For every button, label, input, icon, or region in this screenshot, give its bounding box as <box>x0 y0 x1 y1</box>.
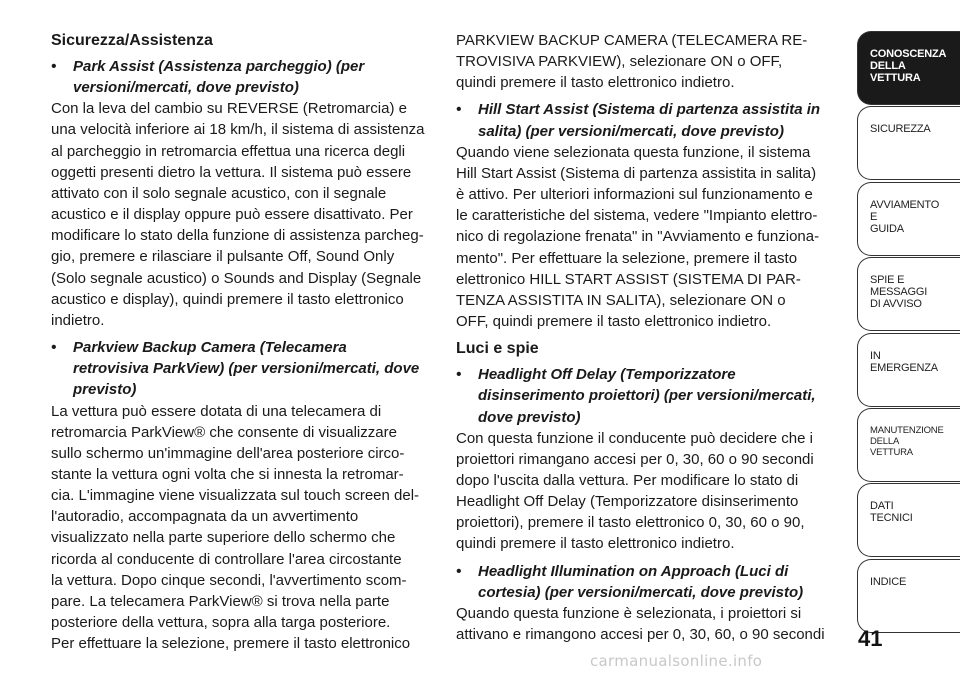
tab-label: INDICE <box>870 575 907 588</box>
tab-label: AVVIAMENTO E GUIDA <box>870 198 940 235</box>
text-line: al parcheggio in retromarcia effettua una ricerca degli <box>51 142 406 160</box>
park-assist-body <box>51 98 437 331</box>
text-line: le caratteristiche del sistema, vedere "Impianto elettro- <box>456 207 818 225</box>
headlight-approach-title-line2: cortesia) (per versioni/mercati, dove previsto) <box>478 583 804 601</box>
tab-dati-tecnici[interactable] <box>857 483 960 557</box>
text-line: acustico e il display oppure può essere disattivato. Per <box>51 206 413 224</box>
headlight-off-delay-body <box>456 428 842 555</box>
text-line: cia. L'immagine viene visualizzata sul touch screen del- <box>51 487 420 505</box>
text-line: retromarcia ParkView® che consente di visualizzare <box>51 423 397 441</box>
hill-start-title <box>456 99 842 141</box>
text-line: è attivo. Per ulteriori informazioni sul funzionamento e <box>456 186 813 204</box>
text-line: attivato con il solo segnale acustico, con il segnale <box>51 184 387 202</box>
headlight-approach-title <box>456 561 842 603</box>
text-line: oggetti presenti dietro la vettura. Il sistema può essere <box>51 163 412 181</box>
text-line: elettronico HILL START ASSIST (SISTEMA DI PAR- <box>456 270 801 288</box>
text-line: proiettori), premere il tasto elettronico 0, 30, 60 o 90, <box>456 514 805 532</box>
text-line: dopo l'uscita dalla vettura. Per modificare lo stato di <box>456 471 799 489</box>
text-line: TENZA ASSISTITA IN SALITA), selezionare ON o <box>456 291 786 309</box>
text-line: stante la vettura ogni volta che si innesta la retromar- <box>51 465 404 483</box>
bullet: • <box>51 58 57 75</box>
left-column <box>51 30 437 660</box>
tab-label: IN EMERGENZA <box>870 349 938 374</box>
text-line: Headlight Off Delay (Temporizzatore disinserimento <box>456 493 799 511</box>
text-line: Hill Start Assist (Sistema di partenza assistita in salita) <box>456 164 817 182</box>
parkview-title-line3: previsto) <box>73 381 137 399</box>
headlight-off-title-line2: disinserimento proiettori) (per versioni/mercati, <box>478 387 816 405</box>
tab-label: SPIE E MESSAGGI DI AVVISO <box>870 274 928 311</box>
headlight-off-title-line1: Headlight Off Delay (Temporizzatore <box>478 366 736 384</box>
park-assist-title-line1: Park Assist (Assistenza parcheggio) (per <box>73 58 365 75</box>
hill-start-title-line2: salita) (per versioni/mercati, dove previsto) <box>478 122 784 140</box>
hill-start-title-line1: Hill Start Assist (Sistema di partenza assistita in <box>478 101 821 119</box>
text-line: quindi premere il tasto elettronico indietro. <box>456 74 735 92</box>
parkview-title-line1: Parkview Backup Camera (Telecamera <box>73 339 347 357</box>
parkview-title-line2: retrovisiva ParkView) (per versioni/mercati, dove <box>73 360 420 378</box>
text-line: ricorda al conducente di controllare l'area circostante <box>51 550 402 568</box>
text-line: (Solo segnale acustico) o Sounds and Display (Segnale <box>51 269 422 287</box>
bullet: • <box>456 562 462 580</box>
text-line: Quando viene selezionata questa funzione, il sistema <box>456 143 811 161</box>
text-line: Con la leva del cambio su REVERSE (Retromarcia) e <box>51 100 407 118</box>
text-line: attivano e rimangono accesi per 0, 30, 60, o 90 secondi <box>456 626 825 644</box>
text-line: Quando questa funzione è selezionata, i proiettori si <box>456 604 802 622</box>
headlight-off-delay-title <box>456 364 842 427</box>
text-line: mento". Per effettuare la selezione, premere il tasto <box>456 249 798 267</box>
tab-label: DATI TECNICI <box>870 500 913 525</box>
tab-indice[interactable] <box>857 559 960 633</box>
tab-label: MANUTENZIONE DELLA VETTURA <box>870 424 944 458</box>
text-line: OFF, quindi premere il tasto elettronico indietro. <box>456 313 772 331</box>
bullet: • <box>51 339 57 357</box>
text-line: una velocità inferiore ai 18 km/h, il sistema di assistenza <box>51 121 425 139</box>
chapter-tabs <box>857 31 960 634</box>
hill-start-body <box>456 142 842 332</box>
text-line: pare. La telecamera ParkView® si trova nella parte <box>51 592 390 610</box>
text-line: modificare lo stato della funzione di assistenza parcheg- <box>51 227 424 245</box>
text-line: quindi premere il tasto elettronico indietro. <box>456 535 735 553</box>
text-line: la vettura. Dopo cinque secondi, l'avvertimento scom- <box>51 571 407 589</box>
tab-label: CONOSCENZA DELLA VETTURA <box>870 48 947 84</box>
tab-sicurezza[interactable] <box>857 106 960 180</box>
tab-label: SICUREZZA <box>870 123 931 136</box>
text-line: Con questa funzione il conducente può decidere che i <box>456 429 813 447</box>
headlight-approach-title-line1: Headlight Illumination on Approach (Luci di <box>478 562 789 580</box>
text-line: gio, premere e rilasciare il pulsante Off, Sound Only <box>51 248 395 266</box>
parkview-title <box>51 337 437 400</box>
tab-in-emergenza[interactable] <box>857 333 960 407</box>
text-line: indietro. <box>51 311 105 329</box>
watermark: carmanualsonline.info <box>590 652 763 670</box>
text-line: PARKVIEW BACKUP CAMERA (TELECAMERA RE- <box>456 32 808 49</box>
text-line: TROVISIVA PARKVIEW), selezionare ON o OFF, <box>456 53 783 71</box>
text-line: acustico e display), quindi premere il tasto elettronico <box>51 290 404 308</box>
text-line: l'autoradio, accompagnata da un avvertimento <box>51 508 359 526</box>
bullet: • <box>456 366 462 384</box>
page-number: 41 <box>858 626 883 651</box>
park-assist-title-line2: versioni/mercati, dove previsto) <box>73 79 299 97</box>
text-line: posteriore della vettura, sopra alla targa posteriore. <box>51 614 391 632</box>
headlight-off-title-line3: dove previsto) <box>478 408 581 426</box>
headlight-approach-body <box>456 603 842 645</box>
text-line: proiettori rimangano accesi per 0, 30, 60 o 90 secondi <box>456 450 814 468</box>
text-line: nico di regolazione frenata" in "Avviamento e funziona- <box>456 228 820 246</box>
text-line: sullo schermo un'immagine dell'area posteriore circo- <box>51 444 405 462</box>
text-line: Per effettuare la selezione, premere il tasto elettronico <box>51 635 411 653</box>
text-line: visualizzato nella parte superiore dello schermo che <box>51 529 396 547</box>
section-heading-sicurezza: Sicurezza/Assistenza <box>51 32 213 49</box>
parkview-continued <box>456 30 842 93</box>
bullet: • <box>456 101 462 119</box>
tab-manutenzione-della-vettura[interactable] <box>857 408 960 482</box>
parkview-body <box>51 401 437 655</box>
section-heading-luci-e-spie: Luci e spie <box>456 340 539 358</box>
right-column <box>456 30 842 651</box>
text-line: La vettura può essere dotata di una telecamera di <box>51 402 382 420</box>
park-assist-title <box>51 56 437 98</box>
tab-spie-e-messaggi[interactable] <box>857 257 960 331</box>
tab-conoscenza-della-vettura[interactable] <box>857 31 960 105</box>
tab-avviamento-e-guida[interactable] <box>857 182 960 256</box>
